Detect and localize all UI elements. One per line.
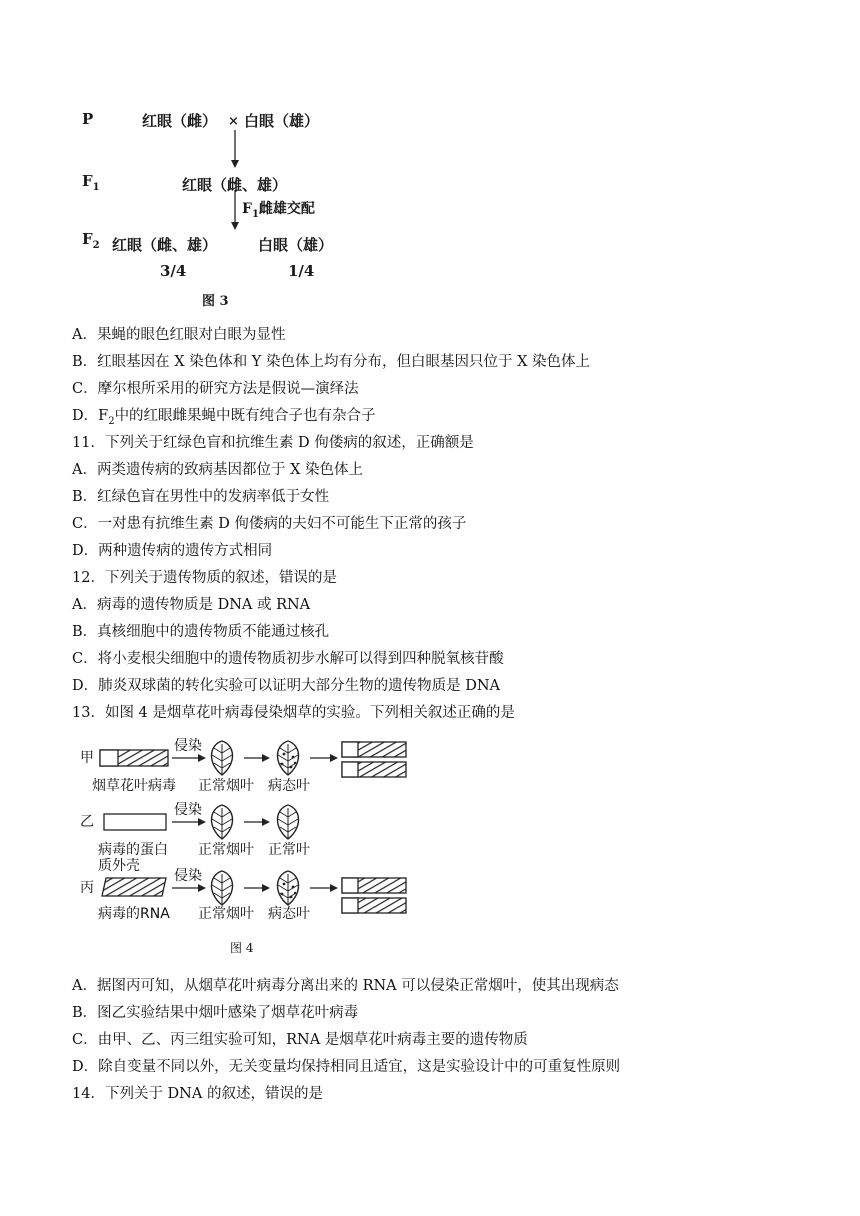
row-yi-arrow-label: 侵染 (174, 802, 202, 818)
row-bing-rna-label: 病毒的RNA (98, 906, 170, 922)
f2-red-ratio: 3/4 (160, 262, 187, 280)
figure-4-tmv-experiment (78, 738, 418, 963)
row-jia-result-label: 病态叶 (268, 778, 310, 794)
q11-option-a: A．两类遗传病的致病基因都位于 X 染色体上 (72, 462, 364, 478)
generation-f2-label: $F_2$ (82, 230, 100, 251)
q10-option-d: D．$F_2$中的红眼雌果蝇中既有纯合子也有杂合子 (72, 408, 376, 427)
generation-p-label: P (82, 110, 94, 128)
row-yi-protein-label-line1: 病毒的蛋白 (98, 842, 168, 858)
question-text-block-2 (72, 973, 812, 1108)
f2-white-eye: 白眼（雄） (258, 236, 334, 254)
figure-3-caption: 图 3 (202, 294, 229, 309)
q11-option-c: C．一对患有抗维生素 D 佝偻病的夫妇不可能生下正常的孩子 (72, 516, 467, 532)
q10-option-b: B．红眼基因在 X 染色体和 Y 染色体上均有分布，但白眼基因只位于 X 染色体上 (72, 354, 591, 370)
q13-stem: 13．如图 4 是烟草花叶病毒侵染烟草的实验。下列相关叙述正确的是 (72, 705, 515, 721)
q12-option-a: A．病毒的遗传物质是 DNA 或 RNA (72, 597, 311, 613)
q13-option-d: D．除自变量不同以外，无关变量均保持相同且适宜，这是实验设计中的可重复性原则 (72, 1059, 621, 1075)
q13-option-c: C．由甲、乙、丙三组实验可知，RNA 是烟草花叶病毒主要的遗传物质 (72, 1032, 528, 1048)
row-jia-drawing (100, 741, 406, 777)
row-bing-label: 丙 (80, 880, 94, 896)
q12-option-d: D．肺炎双球菌的转化实验可以证明大部分生物的遗传物质是 DNA (72, 678, 501, 694)
row-yi-label: 乙 (80, 814, 94, 830)
row-jia-leaf-label: 正常烟叶 (198, 778, 254, 794)
figure-4-caption: 图 4 (230, 941, 254, 955)
q10-option-c: C．摩尔根所采用的研究方法是假说—演绎法 (72, 381, 359, 397)
question-text-block-1 (72, 322, 812, 727)
row-bing-result-label: 病态叶 (268, 906, 310, 922)
q12-stem: 12．下列关于遗传物质的叙述，错误的是 (72, 570, 337, 586)
row-yi-result-label: 正常叶 (268, 842, 310, 858)
row-yi-protein-label-line2: 质外壳 (98, 858, 140, 874)
row-jia-label: 甲 (80, 750, 94, 766)
q10-option-a: A．果蝇的眼色红眼对白眼为显性 (72, 327, 286, 343)
p-male-parent: 白眼（雄） (244, 112, 320, 130)
q11-option-d: D．两种遗传病的遗传方式相同 (72, 543, 273, 559)
f1-mating-note: $F_1$雌雄交配 (242, 201, 315, 220)
cross-symbol: × (228, 114, 239, 129)
row-jia-arrow-label: 侵染 (174, 738, 202, 754)
q13-option-b: B．图乙实验结果中烟叶感染了烟草花叶病毒 (72, 1005, 359, 1021)
q11-stem: 11．下列关于红绿色盲和抗维生素 D 佝偻病的叙述，正确额是 (72, 435, 474, 451)
q13-option-a: A．据图丙可知，从烟草花叶病毒分离出来的 RNA 可以侵染正常烟叶，使其出现病态 (72, 978, 619, 994)
generation-arrows (78, 100, 378, 310)
q11-option-b: B．红绿色盲在男性中的发病率低于女性 (72, 489, 330, 505)
p-female-parent: 红眼（雌） (142, 112, 218, 130)
q12-option-c: C．将小麦根尖细胞中的遗传物质初步水解可以得到四种脱氧核苷酸 (72, 651, 504, 667)
row-yi-leaf-label: 正常烟叶 (198, 842, 254, 858)
q14-stem: 14．下列关于 DNA 的叙述，错误的是 (72, 1086, 323, 1102)
row-bing-arrow-label: 侵染 (174, 868, 202, 884)
f1-offspring: 红眼（雌、雄） (182, 176, 288, 194)
figure-3-cross-diagram (78, 100, 378, 310)
f2-red-eye: 红眼（雌、雄） (112, 236, 218, 254)
row-jia-virus-label: 烟草花叶病毒 (92, 778, 176, 794)
row-bing-leaf-label: 正常烟叶 (198, 906, 254, 922)
f2-white-ratio: 1/4 (288, 262, 315, 280)
generation-f1-label: $F_1$ (82, 172, 100, 193)
q12-option-b: B．真核细胞中的遗传物质不能通过核孔 (72, 624, 330, 640)
